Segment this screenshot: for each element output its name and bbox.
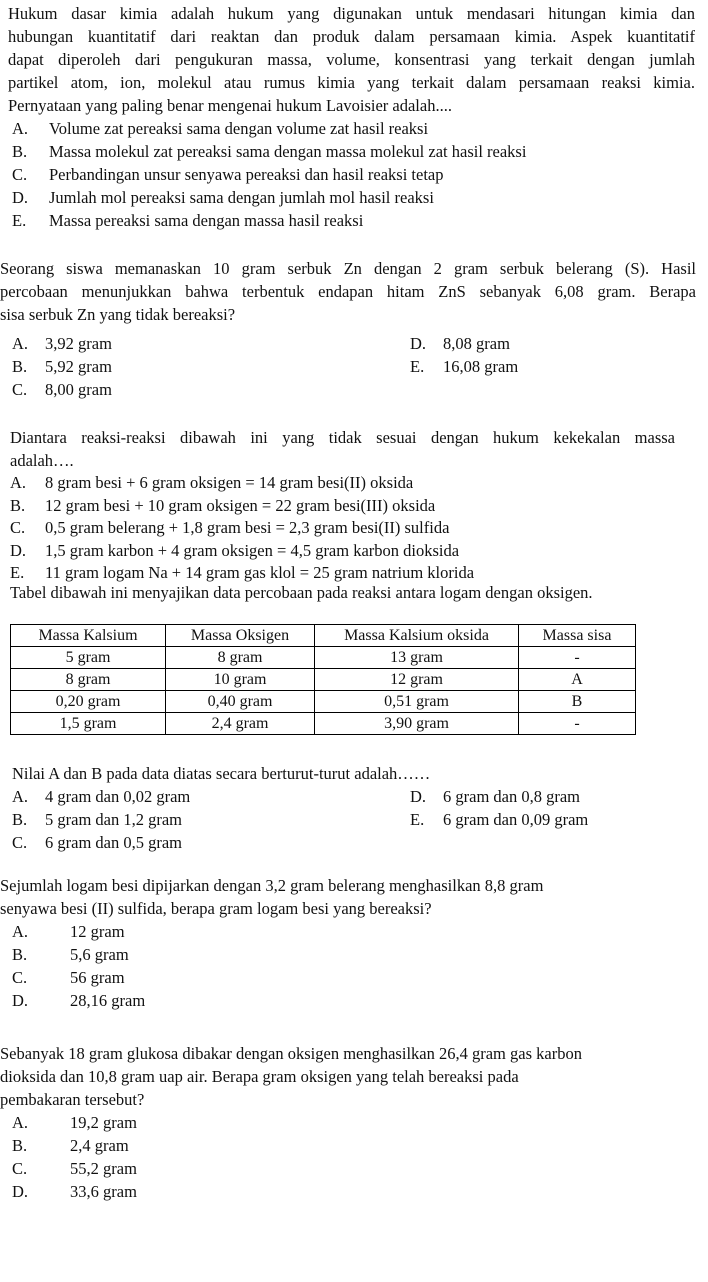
answer-option[interactable] (12, 378, 312, 401)
answer-option[interactable] (12, 140, 695, 163)
option-letter: E. (410, 357, 425, 376)
option-text: 56 gram (70, 968, 125, 987)
table-row (11, 691, 636, 713)
option-text: 5,6 gram (70, 945, 129, 964)
option-text: 28,16 gram (70, 991, 146, 1010)
q3-text: Diantara reaksi-reaksi dibawah ini yang tidak sesuai dengan hukum kekekalan massa (10, 428, 675, 447)
option-letter: C. (12, 165, 28, 184)
option-text: 6 gram dan 0,5 gram (45, 833, 183, 852)
option-text: 1,5 gram karbon + 4 gram oksigen = 4,5 gram karbon dioksida (45, 540, 460, 560)
option-letter: A. (12, 1113, 29, 1132)
option-text: 8,08 gram (443, 334, 510, 353)
answer-option[interactable] (12, 1134, 582, 1157)
table-cell: 0,40 gram (166, 691, 315, 713)
option-text: Jumlah mol pereaksi sama dengan jumlah mol hasil reaksi (49, 188, 434, 207)
option-text: 19,2 gram (70, 1113, 137, 1132)
q4-caption: Tabel dibawah ini menyajikan data percobaan pada reaksi antara logam dengan oksigen. (10, 583, 593, 602)
answer-option[interactable] (12, 1157, 582, 1180)
q6-text: pembakaran tersebut? (0, 1090, 145, 1109)
answer-option[interactable] (12, 332, 312, 355)
option-letter: A. (12, 787, 29, 806)
option-text: Massa molekul zat pereaksi sama dengan massa molekul zat hasil reaksi (49, 142, 527, 161)
table-row (11, 713, 636, 735)
question-1 (8, 2, 695, 232)
option-letter: C. (10, 518, 26, 537)
table-cell: B (519, 691, 636, 713)
q1-question: Pernyataan yang paling benar mengenai hukum Lavoisier adalah.... (8, 96, 452, 115)
column-header: Massa Oksigen (166, 625, 315, 647)
column-header: Massa Kalsium oksida (315, 625, 519, 647)
option-letter: A. (12, 119, 29, 138)
q3-text: adalah…. (10, 450, 74, 470)
q6-text: Sebanyak 18 gram glukosa dibakar dengan oksigen menghasilkan 26,4 gram gas karbon (0, 1044, 582, 1063)
option-text: 6 gram dan 0,8 gram (443, 787, 581, 806)
data-table (10, 624, 636, 735)
option-letter: D. (12, 1182, 29, 1201)
answer-option[interactable] (12, 989, 543, 1012)
option-text: Volume zat pereaksi sama dengan volume zat hasil reaksi (49, 119, 429, 138)
table-cell: 12 gram (315, 669, 519, 691)
option-text: 0,5 gram belerang + 1,8 gram besi = 2,3 gram besi(II) sulfida (45, 518, 450, 537)
answer-option[interactable] (10, 540, 675, 563)
question-3 (10, 427, 675, 585)
answer-option[interactable] (410, 808, 708, 831)
table-header-row (11, 625, 636, 647)
option-letter: B. (12, 810, 28, 829)
answer-option[interactable] (12, 785, 312, 808)
option-letter: B. (12, 945, 28, 964)
q4-question: Nilai A dan B pada data diatas secara berturut-turut adalah…… (12, 764, 431, 783)
q2-text: Seorang siswa memanaskan 10 gram serbuk Zn dengan 2 gram serbuk belerang (S). Hasil (0, 259, 696, 278)
answer-option[interactable] (10, 495, 675, 518)
option-letter: E. (10, 563, 25, 582)
option-text: 5 gram dan 1,2 gram (45, 810, 183, 829)
answer-option[interactable] (410, 332, 708, 355)
table-cell: A (519, 669, 636, 691)
answer-option[interactable] (10, 472, 675, 495)
q1-text: dapat diperoleh dari pengukuran massa, volume, konsentrasi yang terkait dengan jumlah (8, 50, 695, 69)
option-letter: D. (12, 188, 29, 207)
answer-option[interactable] (410, 785, 708, 808)
question-5 (0, 874, 543, 1012)
answer-option[interactable] (12, 808, 312, 831)
table-cell: 3,90 gram (315, 713, 519, 735)
table-cell: - (519, 647, 636, 669)
column-header: Massa Kalsium (11, 625, 166, 647)
option-text: 11 gram logam Na + 14 gram gas klol = 25 gram natrium klorida (45, 563, 475, 582)
option-text: 6 gram dan 0,09 gram (443, 810, 589, 829)
option-letter: B. (12, 357, 28, 376)
option-text: 8 gram besi + 6 gram oksigen = 14 gram besi(II) oksida (45, 473, 414, 492)
answer-option[interactable] (10, 517, 675, 540)
answer-option[interactable] (12, 186, 695, 209)
option-letter: C. (12, 968, 28, 987)
option-letter: A. (12, 334, 29, 353)
table-cell: 10 gram (166, 669, 315, 691)
option-letter: C. (12, 380, 28, 399)
option-letter: A. (10, 473, 27, 492)
table-row (11, 647, 636, 669)
q5-text: Sejumlah logam besi dipijarkan dengan 3,2 gram belerang menghasilkan 8,8 gram (0, 876, 544, 895)
option-letter: E. (12, 211, 27, 230)
option-letter: A. (12, 922, 29, 941)
option-text: 3,92 gram (45, 334, 112, 353)
option-letter: C. (12, 1159, 28, 1178)
table-cell: 1,5 gram (11, 713, 166, 735)
option-text: 4 gram dan 0,02 gram (45, 787, 191, 806)
q1-text: partikel atom, ion, molekul atau rumus kimia yang terkait dalam persamaan reaksi kimia. (8, 73, 695, 92)
table-cell: 13 gram (315, 647, 519, 669)
answer-option[interactable] (12, 117, 695, 140)
option-text: Massa pereaksi sama dengan massa hasil reaksi (49, 211, 364, 230)
option-text: Perbandingan unsur senyawa pereaksi dan hasil reaksi tetap (49, 165, 444, 184)
answer-option[interactable] (12, 209, 695, 232)
option-text: 12 gram besi + 10 gram oksigen = 22 gram besi(III) oksida (45, 495, 436, 515)
question-6 (0, 1042, 582, 1203)
table-cell: 8 gram (11, 669, 166, 691)
table-row (11, 669, 636, 691)
answer-option[interactable] (12, 920, 543, 943)
option-letter: B. (12, 142, 28, 161)
option-letter: C. (12, 833, 28, 852)
option-letter: D. (410, 334, 427, 353)
option-text: 16,08 gram (443, 357, 519, 376)
option-letter: D. (410, 787, 427, 806)
option-letter: E. (410, 810, 425, 829)
answer-option[interactable] (12, 355, 312, 378)
option-text: 2,4 gram (70, 1136, 129, 1155)
option-letter: D. (10, 540, 27, 560)
q5-text: senyawa besi (II) sulfida, berapa gram logam besi yang bereaksi? (0, 899, 432, 918)
answer-option[interactable] (12, 943, 543, 966)
q6-text: dioksida dan 10,8 gram uap air. Berapa gram oksigen yang telah bereaksi pada (0, 1067, 519, 1086)
q2-text: sisa serbuk Zn yang tidak bereaksi? (0, 305, 236, 324)
q2-text: percobaan menunjukkan bahwa terbentuk endapan hitam ZnS sebanyak 6,08 gram. Berapa (0, 282, 696, 301)
table-cell: 0,51 gram (315, 691, 519, 713)
answer-option[interactable] (12, 831, 312, 854)
option-text: 33,6 gram (70, 1182, 137, 1201)
answer-option[interactable] (410, 355, 708, 378)
option-text: 5,92 gram (45, 357, 112, 376)
answer-option[interactable] (12, 163, 695, 186)
option-letter: D. (12, 991, 29, 1010)
question-4 (12, 762, 652, 855)
table-cell: 8 gram (166, 647, 315, 669)
question-2 (0, 257, 696, 407)
table-cell: 5 gram (11, 647, 166, 669)
option-letter: B. (12, 1136, 28, 1155)
column-header: Massa sisa (519, 625, 636, 647)
table-cell: 2,4 gram (166, 713, 315, 735)
answer-option[interactable] (12, 1180, 582, 1203)
answer-option[interactable] (12, 1111, 582, 1134)
answer-option[interactable] (12, 966, 543, 989)
table-cell: 0,20 gram (11, 691, 166, 713)
question-4-caption (10, 581, 593, 604)
option-text: 55,2 gram (70, 1159, 137, 1178)
table-cell: - (519, 713, 636, 735)
q1-text: Hukum dasar kimia adalah hukum yang digunakan untuk mendasari hitungan kimia dan (8, 4, 695, 23)
option-text: 12 gram (70, 922, 125, 941)
q1-text: hubungan kuantitatif dari reaktan dan produk dalam persamaan kimia. Aspek kuantitatif (8, 27, 695, 46)
option-text: 8,00 gram (45, 380, 112, 399)
option-letter: B. (10, 495, 26, 515)
